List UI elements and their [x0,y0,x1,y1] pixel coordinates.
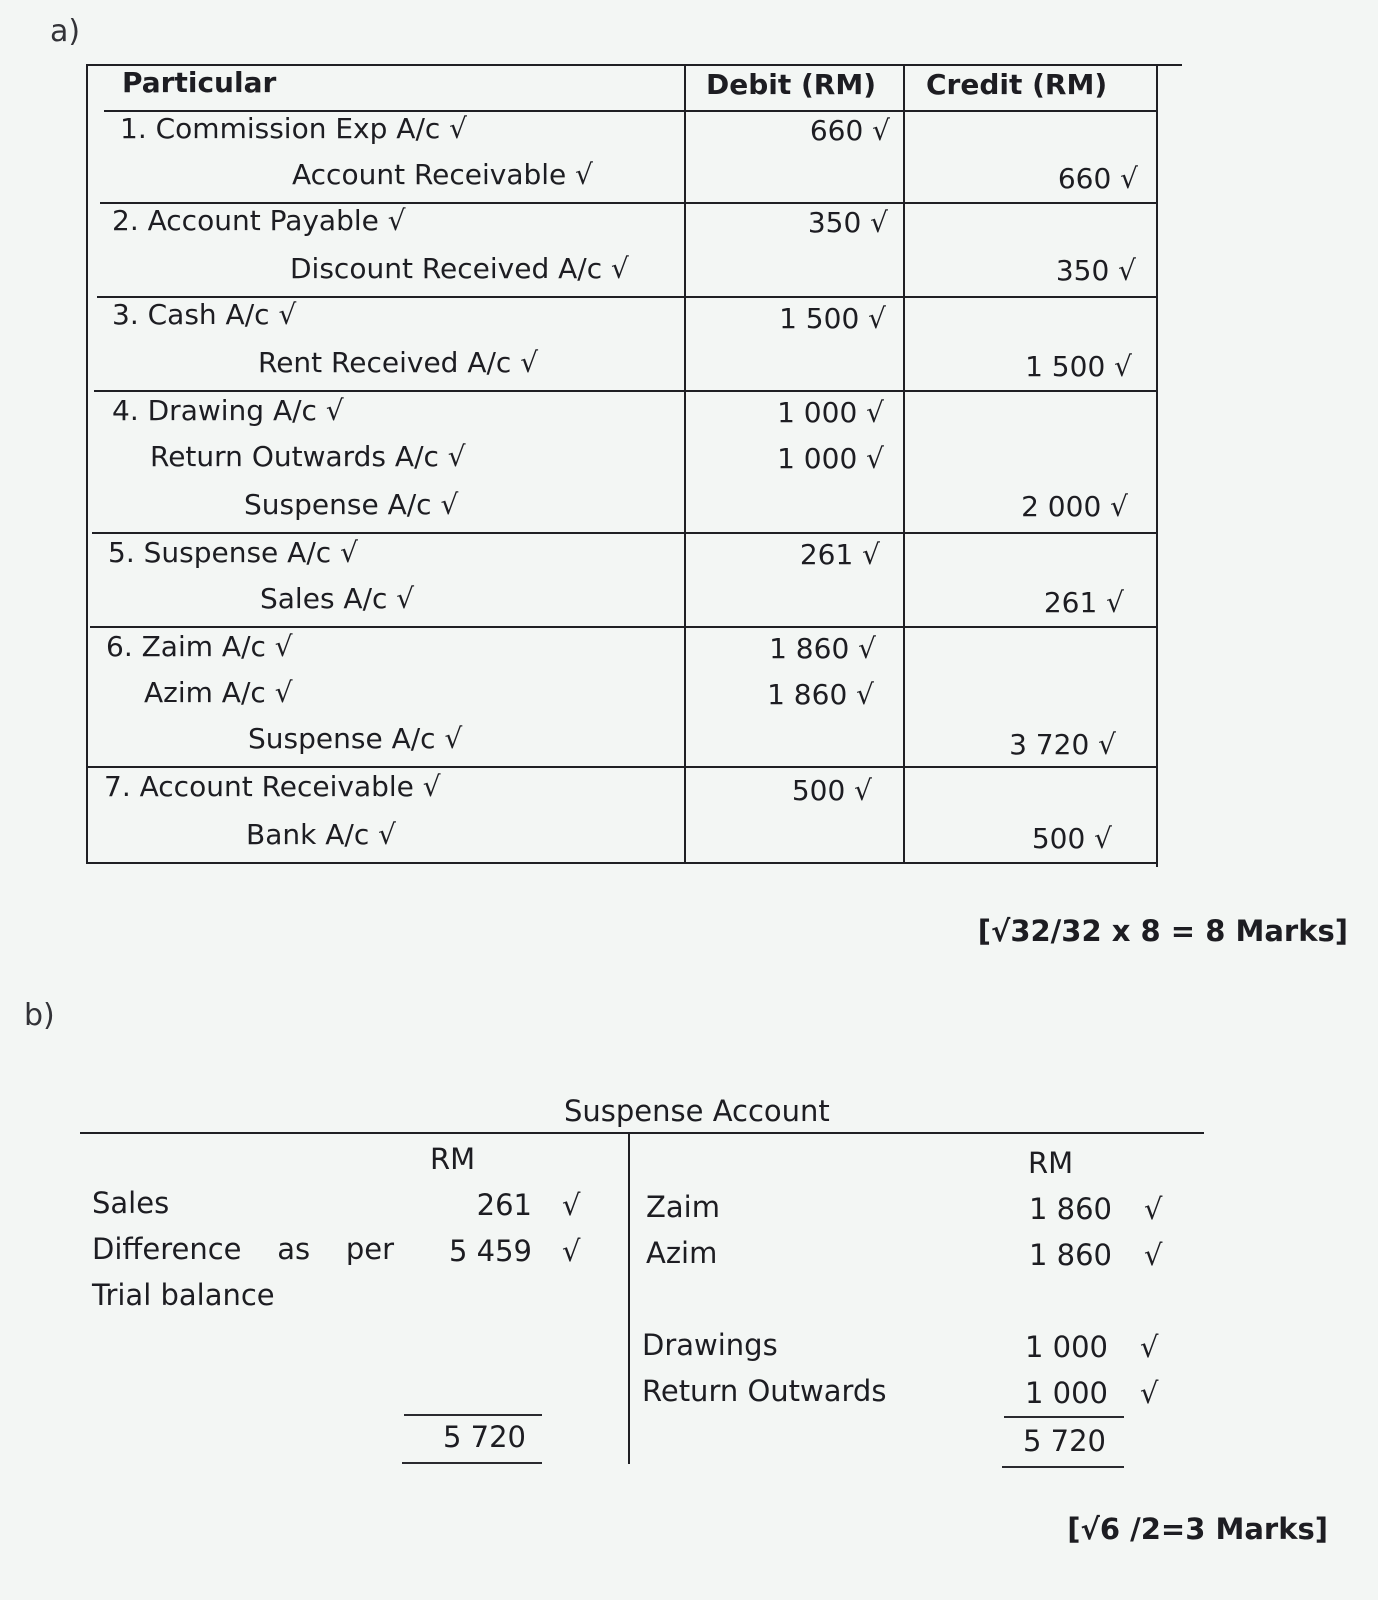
entry-4-debit-amount-2: 1 000 √ [777,442,884,475]
suspense-account-title: Suspense Account [564,1094,830,1128]
left-currency: RM [430,1142,476,1176]
right-row-amount: 1 000 [1024,1376,1108,1410]
row-line [92,532,1158,534]
entry-6-debit-account: 6. Zaim A/c √ [106,630,293,663]
header-credit: Credit (RM) [926,68,1108,101]
part-a-marks: [√32/32 x 8 = 8 Marks] [977,914,1348,948]
entry-7-credit-amount: 500 √ [1031,822,1112,855]
left-row-name: Sales [92,1186,170,1220]
entry-2-debit-account: 2. Account Payable √ [112,204,406,237]
header-debit: Debit (RM) [706,68,877,101]
credit-column-line [903,64,905,864]
entry-6-debit-amount: 1 860 √ [769,632,876,665]
debit-column-line [684,64,686,864]
entry-4-debit-account-2: Return Outwards A/c √ [150,440,466,473]
entry-7-debit-amount: 500 √ [791,774,872,807]
right-total-bottom-rule [1002,1466,1124,1468]
right-row-name: Return Outwards [642,1374,887,1408]
entry-4-credit-amount: 2 000 √ [1021,490,1128,523]
entry-7-debit-account: 7. Account Receivable √ [104,770,441,803]
entry-6-debit-amount-2: 1 860 √ [767,678,874,711]
part-a-label: a) [50,14,81,49]
left-total: 5 720 [442,1420,526,1454]
right-row-name: Zaim [646,1190,720,1224]
entry-5-debit-amount: 261 √ [799,538,880,571]
left-row-name: Trial balance [92,1278,275,1312]
right-total: 5 720 [1022,1424,1106,1458]
entry-6-credit-account: Suspense A/c √ [248,722,463,755]
entry-2-credit-amount: 350 √ [1055,254,1136,287]
header-particular: Particular [122,66,277,99]
entry-4-debit-amount: 1 000 √ [777,396,884,429]
right-row-amount: 1 000 [1024,1330,1108,1364]
left-row-amount: 261 [476,1188,532,1222]
right-currency: RM [1028,1146,1074,1180]
row-line [90,626,1158,628]
part-b-marks: [√6 /2=3 Marks] [1067,1512,1328,1546]
left-row-tick: √ [562,1234,581,1268]
row-line [94,390,1158,392]
entry-1-credit-account: Account Receivable √ [292,158,594,191]
entry-6-credit-amount: 3 720 √ [1009,728,1116,761]
right-row-amount: 1 860 [1028,1192,1112,1226]
right-row-tick: √ [1144,1192,1163,1226]
left-total-bottom-rule [402,1462,542,1464]
entry-1-credit-amount: 660 √ [1057,162,1138,195]
entry-3-debit-amount: 1 500 √ [779,302,886,335]
entry-2-debit-amount: 350 √ [807,206,888,239]
entry-3-credit-amount: 1 500 √ [1025,350,1132,383]
entry-3-credit-account: Rent Received A/c √ [258,346,539,379]
entry-5-credit-account: Sales A/c √ [260,582,415,615]
part-b-label: b) [24,998,55,1033]
entry-6-debit-account-2: Azim A/c √ [144,676,293,709]
right-row-name: Azim [646,1236,718,1270]
left-row-amount: 5 459 [448,1234,532,1268]
right-total-top-rule [1004,1416,1124,1418]
t-account-center-line [628,1134,630,1464]
entry-7-credit-account: Bank A/c √ [246,818,396,851]
left-row-name: Difference as per [92,1232,394,1266]
table-left-border [86,64,88,864]
left-total-top-rule [404,1414,542,1416]
entry-5-debit-account: 5. Suspense A/c √ [108,536,358,569]
entry-4-debit-account: 4. Drawing A/c √ [112,394,344,427]
entry-3-debit-account: 3. Cash A/c √ [112,298,297,331]
entry-4-credit-account: Suspense A/c √ [244,488,459,521]
right-row-tick: √ [1144,1238,1163,1272]
left-row-tick: √ [562,1188,581,1222]
entry-2-credit-account: Discount Received A/c √ [290,252,629,285]
right-row-amount: 1 860 [1028,1238,1112,1272]
row-line [88,766,1158,768]
right-row-tick: √ [1140,1330,1159,1364]
right-row-name: Drawings [642,1328,778,1362]
entry-5-credit-amount: 261 √ [1043,586,1124,619]
table-right-border [1156,64,1158,867]
table-bottom-border [86,862,1158,864]
entry-1-debit-account: 1. Commission Exp A/c √ [120,112,468,145]
right-row-tick: √ [1140,1376,1159,1410]
entry-1-debit-amount: 660 √ [809,114,890,147]
t-account-top-line [80,1132,1204,1134]
